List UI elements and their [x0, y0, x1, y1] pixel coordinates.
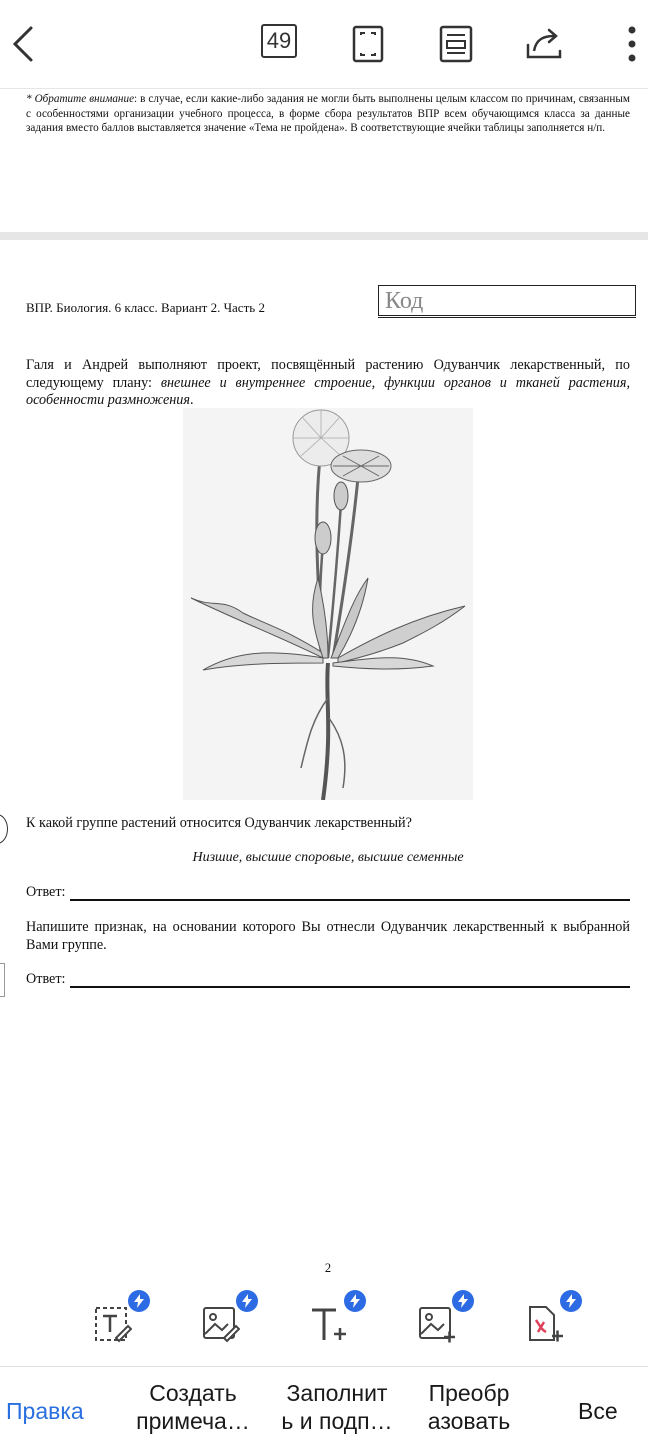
tab-all[interactable]: Все	[578, 1398, 618, 1424]
back-button[interactable]	[0, 20, 48, 68]
tab-fill-sign-line1: Заполнит	[286, 1380, 388, 1406]
fullscreen-button[interactable]	[344, 20, 392, 68]
score-box	[0, 963, 5, 997]
dandelion-illustration	[183, 408, 473, 800]
share-button[interactable]	[520, 20, 568, 68]
more-button[interactable]	[608, 20, 648, 68]
add-text-tool[interactable]	[304, 1300, 352, 1348]
answer-options: Низшие, высшие споровые, высшие семенные	[192, 850, 464, 865]
answer-2-label: Ответ:	[26, 971, 66, 987]
more-icon	[626, 24, 638, 64]
page-count-button[interactable]: 49	[261, 24, 297, 58]
intro-paragraph	[26, 357, 630, 410]
note-text: : в случае, если какие-либо задания не могли быть выполнены целым классом по причинам, связанным с особенностями организации учебного процесса, в форме сбора результатов ВПР всем обучающимся класса за данные задания вместо баллов выставляется значение «Тема не пройдена». В соответствующие ячейки таблицы заполняется н/п.	[26, 93, 630, 134]
top-toolbar	[0, 0, 648, 89]
tab-fill-sign-line2: ь и подп…	[281, 1408, 393, 1434]
back-icon	[9, 24, 39, 64]
evaluation-note	[26, 92, 630, 136]
tab-fill-sign[interactable]	[276, 1379, 398, 1435]
answer-1	[26, 884, 630, 901]
add-image-tool[interactable]	[412, 1300, 460, 1348]
add-image-icon	[416, 1304, 456, 1344]
premium-badge-icon	[128, 1290, 150, 1312]
tab-create-note[interactable]	[128, 1379, 258, 1435]
edit-image-tool[interactable]	[196, 1300, 244, 1348]
add-text-icon	[308, 1304, 348, 1344]
premium-badge-icon	[236, 1290, 258, 1312]
page-number: 2	[324, 1261, 332, 1275]
premium-badge-icon	[560, 1290, 582, 1312]
tab-convert[interactable]	[414, 1379, 524, 1435]
question-2: Напишите признак, на основании которого Вы отнесли Одуванчик лекарственный к выбранной Вами группе.	[26, 919, 630, 953]
edit-image-icon	[200, 1304, 240, 1344]
answer-1-line	[70, 887, 630, 901]
fullscreen-icon	[352, 25, 384, 63]
edit-text-tool[interactable]	[88, 1300, 136, 1348]
add-page-icon	[524, 1304, 564, 1344]
answer-2	[26, 971, 630, 988]
intro-plain: Галя и Андрей выполняют проект, посвящённый растению Одуванчик лекарственный, по следующему плану:	[26, 357, 630, 391]
intro-italic: внешнее и внутреннее строение, функции органов и тканей растения, особенности размножения	[26, 374, 630, 408]
tab-convert-line1: Преобр	[428, 1380, 510, 1406]
tools-row	[0, 1290, 648, 1362]
code-field: Код	[378, 285, 636, 316]
premium-badge-icon	[452, 1290, 474, 1312]
share-icon	[524, 25, 564, 63]
tab-create-note-line1: Создать	[149, 1380, 237, 1406]
premium-badge-icon	[344, 1290, 366, 1312]
task-number-circle	[0, 814, 8, 844]
tab-edit[interactable]: Правка	[6, 1398, 84, 1424]
answer-1-label: Ответ:	[26, 884, 66, 900]
note-prefix: * Обратите внимание	[26, 93, 135, 105]
add-page-tool[interactable]	[520, 1300, 568, 1348]
tab-convert-line2: азовать	[427, 1408, 511, 1434]
page-header: ВПР. Биология. 6 класс. Вариант 2. Часть 2	[26, 300, 265, 315]
page-separator	[0, 232, 648, 240]
answer-2-line	[70, 974, 630, 988]
question-1: К какой группе растений относится Одуванчик лекарственный?	[26, 815, 412, 831]
bottom-navigation	[0, 1366, 648, 1450]
edit-text-icon	[92, 1304, 132, 1344]
reading-mode-icon	[439, 25, 473, 63]
tab-create-note-line2: примеча…	[136, 1408, 250, 1434]
reading-mode-button[interactable]	[432, 20, 480, 68]
intro-end: .	[189, 392, 194, 408]
